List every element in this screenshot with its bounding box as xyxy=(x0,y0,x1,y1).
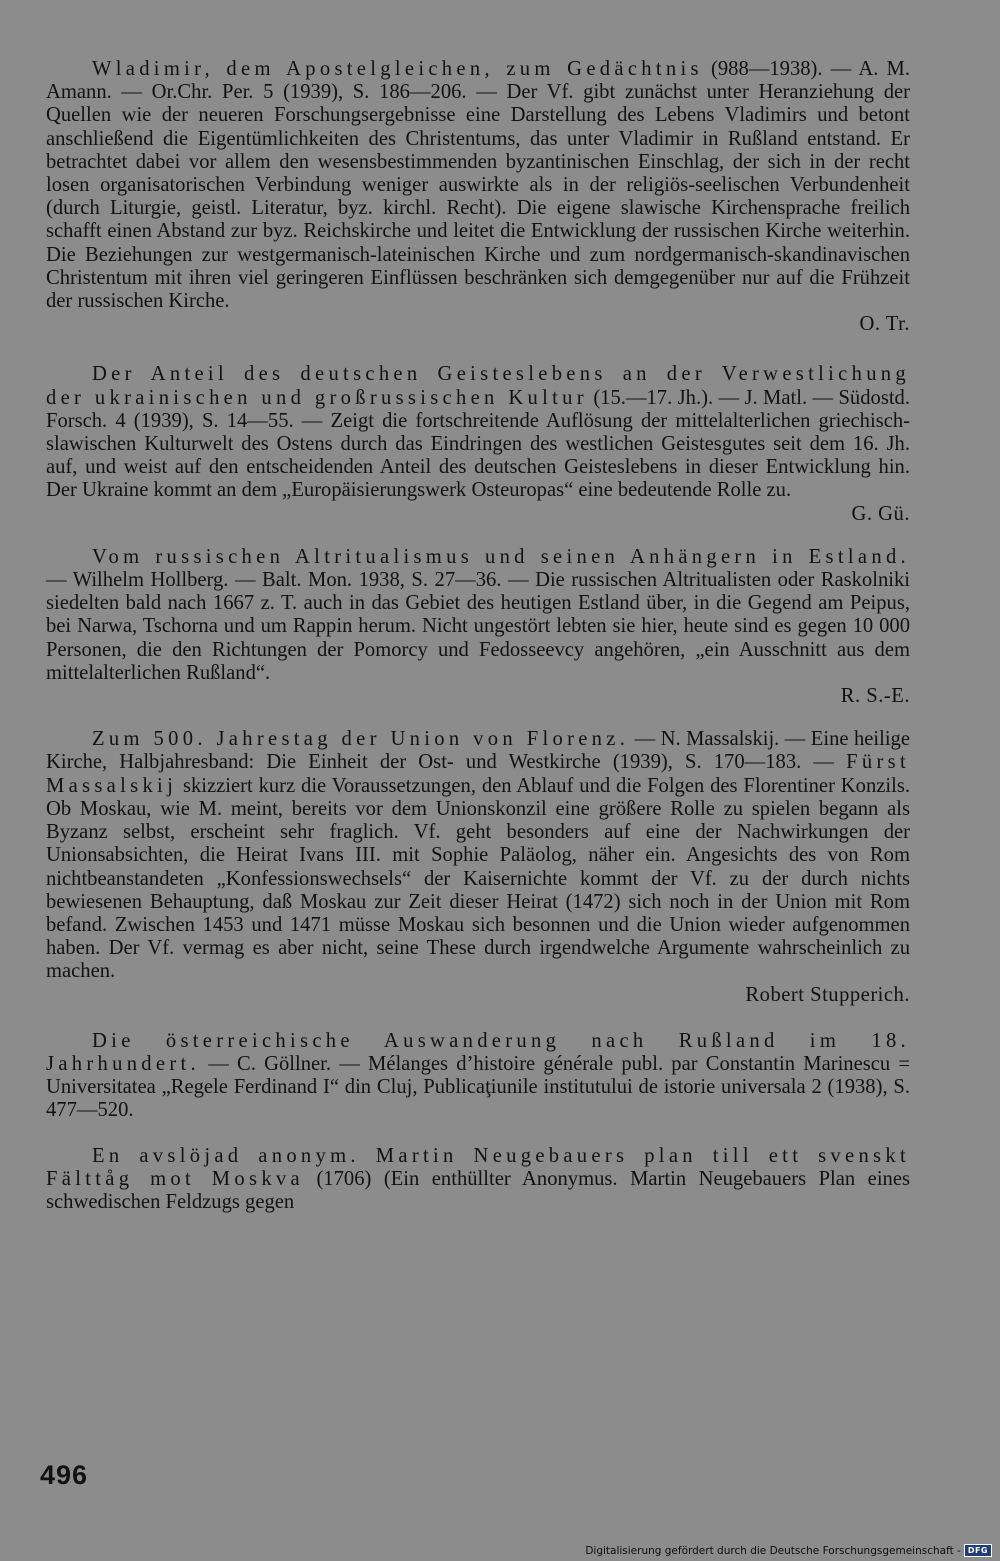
review-entry xyxy=(46,363,910,525)
entry-text xyxy=(46,728,910,983)
entry-body: — N. Massalskij. — Eine heilige Kirche, Halbjahresband: Die Einheit der Ost- und Westkirche (1939), S. 170—183. — xyxy=(46,728,910,774)
entry-author-spaced: Fürst Massalskij xyxy=(46,751,910,797)
entry-title: Zum 500. Jahrestag der Union von Florenz. xyxy=(92,728,630,751)
entry-text xyxy=(46,1145,910,1215)
entry-text xyxy=(46,363,910,502)
entry-signature-line xyxy=(46,313,910,336)
review-entry xyxy=(46,728,910,1006)
entry-text xyxy=(46,546,910,685)
review-entry xyxy=(46,1030,910,1123)
review-entry xyxy=(46,1145,910,1215)
entry-text xyxy=(46,58,910,313)
entry-title: Der Anteil des deutschen Geisteslebens an der Verwestlichung der ukrainischen und großrussischen Kultur xyxy=(46,363,910,409)
entry-body: — Wilhelm Hollberg. — Balt. Mon. 1938, S. 27—36. — Die russischen Altritualisten oder Raskolniki siedelten bald nach 1667 z. T. auch in das Gebiet des heutigen Estland über, in die Gegend am Peipus, bei Narwa, Tschorna und um Rappin herum. Nicht ungestört lebten sie hier, heute sind es gegen 10 000 Personen, die den Richtungen der Pomorcy und Fedosseevcy angehören, „ein Ausschnitt aus dem mittelalterlichen Rußland“. xyxy=(46,569,910,684)
entry-title: Wladimir, dem Apostelgleichen, zum Gedächtnis xyxy=(92,58,703,80)
digitization-footer xyxy=(585,1544,992,1557)
footer-text: Digitalisierung gefördert durch die Deutsche Forschungsgemeinschaft - xyxy=(585,1544,961,1557)
entry-body: (988—1938). — A. M. Amann. — Or.Chr. Per. 5 (1939), S. 186—206. — Der Vf. gibt zunächst unter Heranziehung der Quellen wie der neueren Forschungsergebnisse eine Darstellung des Lebens Vladimirs und betont anschließend die Eigentümlichkeiten des Christentums, das unter Vladimir in Rußland entstand. Er betrachtet dabei vor allem den wesensbestimmenden byzantinischen Einschlag, der sich in der recht losen organisatorischen Verbindung weniger auswirkte als in der religiös-seelischen Verbundenheit (durch Liturgie, geistl. Literatur, byz. kirchl. Recht). Die eigene slawische Kirchensprache freilich schafft einen Abstand zur byz. Reichskirche und leitet die Entwicklung der russischen Kirche weiterhin. Die Beziehungen zur westgermanisch-lateinischen Kirche und zum nordgermanisch-skandinavischen Christentum mit ihren viel geringeren Einflüssen beschränken sich demgegenüber nur auf die Frühzeit der russischen Kirche. xyxy=(46,58,911,313)
entry-title: Vom russischen Altritualismus und seinen Anhängern in Estland. xyxy=(92,545,910,568)
entry-title: Die österreichische Auswanderung nach Rußland im 18. Jahrhundert. xyxy=(46,1029,910,1075)
review-entry xyxy=(46,546,910,708)
entry-signature: G. Gü. xyxy=(851,502,910,525)
entry-body-continued: skizziert kurz die Voraussetzungen, den Ablauf und die Folgen des Florentiner Konzils. Ob Moskau, wie M. meint, bereits vor dem Unionskonzil eine größere Rolle zu spielen begann als Byzanz selbst, erscheint sehr fraglich. Vf. geht besonders auf eine der Nachwirkungen der Unionsabsichten, die Heirat Ivans III. mit Sophie Paläolog, näher ein. Angesichts des von Rom nichtbeanstandeten „Konfessionswechsels“ der Kaisernichte kommt der Vf. zu der durch nichts bewiesenen Behauptung, daß Moskau zur Zeit dieser Heirat (1472) sich noch in der Union mit Rom befand. Zwischen 1453 und 1471 müsse Moskau sich besonnen und die Union wieder aufgenommen haben. Der Vf. vermag es aber nicht, seine These durch irgendwelche Argumente wahrscheinlich zu machen. xyxy=(46,774,910,983)
entry-signature: R. S.-E. xyxy=(840,685,910,708)
entry-body: (15.—17. Jh.). — J. Matl. — Südostd. Forsch. 4 (1939), S. 14—55. — Zeigt die fortschreitende Auflösung der mittelalterlichen griechisch-slawischen Kulturwelt des Ostens durch das Eindringen des westlichen Geistesgutes seit dem 16. Jh. auf, und weist auf den entscheidenden Anteil des deutschen Geisteslebens in dieser Entwicklung hin. Der Ukraine kommt an dem „Europäisierungswerk Osteuropas“ eine bedeutende Rolle zu. xyxy=(46,386,910,502)
entry-title: En avslöjad anonym. Martin Neugebauers plan till ett svenskt Fälttåg mot Moskva xyxy=(46,1144,910,1190)
entry-text xyxy=(46,1030,910,1123)
page-number: 496 xyxy=(40,1460,89,1490)
dfg-logo-icon: DFG xyxy=(964,1544,992,1557)
entry-signature-line xyxy=(46,685,910,708)
document-page xyxy=(46,58,910,1214)
entry-signature: O. Tr. xyxy=(859,313,910,336)
entry-body: — C. Göllner. — Mélanges d’histoire générale publ. par Constantin Marinescu = Universitatea „Regele Ferdinand I“ din Cluj, Publicaţiunile institutului de istorie universala 2 (1938), S. 477—520. xyxy=(46,1052,910,1122)
entry-body: (1706) (Ein enthüllter Anonymus. Martin Neugebauers Plan eines schwedischen Feldzugs gegen xyxy=(46,1167,910,1213)
entry-signature-line xyxy=(46,984,910,1007)
review-entry xyxy=(46,58,910,336)
entry-signature: Robert Stupperich. xyxy=(745,983,910,1006)
entry-signature-line xyxy=(46,503,910,526)
